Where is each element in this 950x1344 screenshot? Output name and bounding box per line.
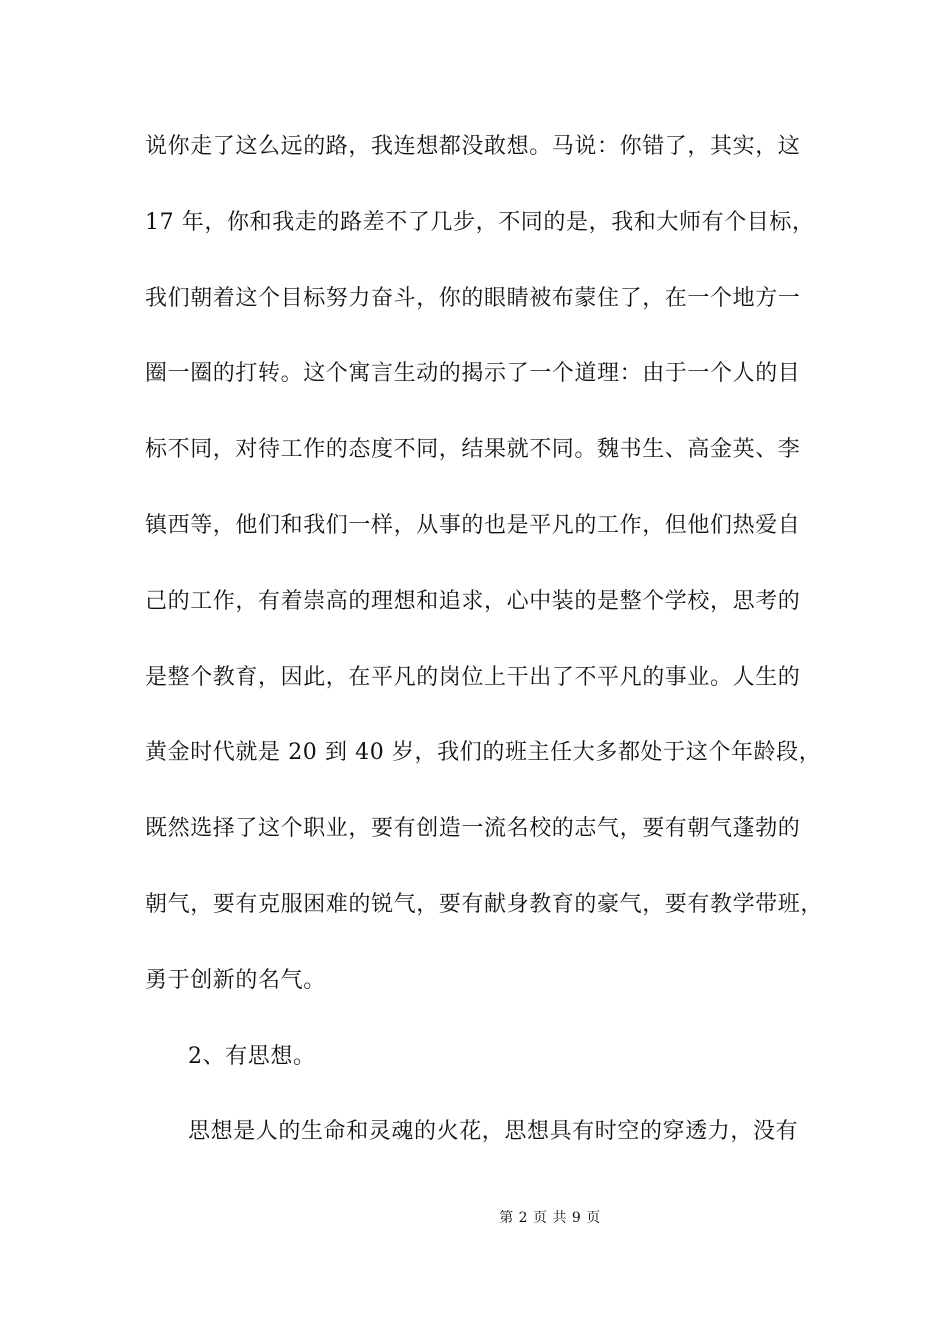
section-heading: 2、有思想。	[188, 1043, 316, 1069]
text-line: 黄金时代就是 20 到 40 岁，我们的班主任大多都处于这个年龄段，	[145, 740, 822, 766]
text-line: 我们朝着这个目标努力奋斗，你的眼睛被布蒙住了，在一个地方一	[145, 285, 801, 311]
page-number-footer: 第 2 页 共 9 页	[499, 1210, 601, 1226]
text-line: 说你走了这么远的路，我连想都没敢想。马说：你错了，其实，这	[145, 134, 801, 159]
text-line: 既然选择了这个职业，要有创造一流名校的志气，要有朝气蓬勃的	[145, 816, 801, 842]
text-line: 己的工作，有着崇高的理想和追求，心中装的是整个学校，思考的	[145, 588, 801, 614]
text-line: 17 年，你和我走的路差不了几步，不同的是，我和大师有个目标，	[145, 209, 815, 235]
text-line: 朝气，要有克服困难的锐气，要有献身教育的豪气，要有教学带班，	[145, 891, 824, 917]
paragraph-start: 思想是人的生命和灵魂的火花，思想具有时空的穿透力，没有	[188, 1119, 799, 1145]
text-line: 是整个教育，因此，在平凡的岗位上干出了不平凡的事业。人生的	[145, 664, 801, 690]
text-line: 圈一圈的打转。这个寓言生动的揭示了一个道理：由于一个人的目	[145, 361, 801, 387]
text-line: 勇于创新的名气。	[145, 967, 326, 993]
body-text	[145, 136, 835, 1197]
text-line: 标不同，对待工作的态度不同，结果就不同。魏书生、高金英、李	[145, 437, 801, 463]
text-line: 镇西等，他们和我们一样，从事的也是平凡的工作，但他们热爱自	[145, 512, 801, 538]
